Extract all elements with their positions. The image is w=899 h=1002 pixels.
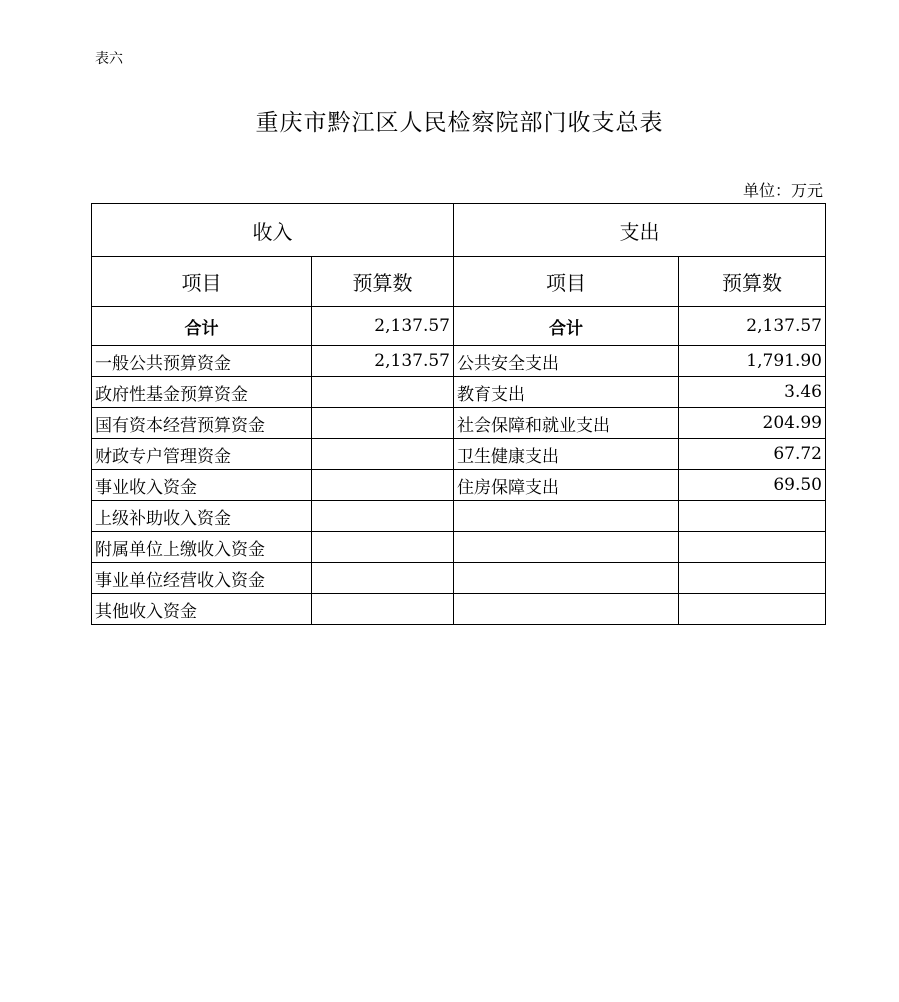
expense-item-value: 1,791.90 [679,346,826,377]
income-item-label: 其他收入资金 [92,594,312,625]
expense-item-value [679,532,826,563]
income-total-value: 2,137.57 [312,307,454,346]
income-item-value [312,563,454,594]
expense-total-label: 合计 [454,307,679,346]
expense-item-label: 公共安全支出 [454,346,679,377]
income-item-label: 上级补助收入资金 [92,501,312,532]
expense-item-value [679,594,826,625]
income-item-label: 事业收入资金 [92,470,312,501]
table-row [92,532,826,563]
income-item-value [312,470,454,501]
expense-item-value: 3.46 [679,377,826,408]
expense-item-label: 教育支出 [454,377,679,408]
income-item-label: 事业单位经营收入资金 [92,563,312,594]
expense-item-value [679,563,826,594]
income-item-value [312,377,454,408]
income-item-value [312,439,454,470]
budget-summary-table [91,203,826,625]
income-total-label: 合计 [92,307,312,346]
income-item-value [312,532,454,563]
expense-item-label [454,501,679,532]
expense-item-label: 住房保障支出 [454,470,679,501]
expense-item-label: 卫生健康支出 [454,439,679,470]
expense-total-value: 2,137.57 [679,307,826,346]
expense-item-label: 社会保障和就业支出 [454,408,679,439]
expense-item-label [454,594,679,625]
table-row [92,563,826,594]
expense-item-label [454,532,679,563]
income-item-value [312,408,454,439]
income-item-value: 2,137.57 [312,346,454,377]
expense-item-value: 69.50 [679,470,826,501]
section-header-row [92,204,826,257]
table-row [92,501,826,532]
expense-item-column-header: 项目 [454,257,679,307]
unit-label: 单位：万元 [742,181,823,200]
table-row [92,408,826,439]
section-income-header: 收入 [92,204,454,257]
income-item-label: 财政专户管理资金 [92,439,312,470]
table-row [92,377,826,408]
section-expense-header: 支出 [454,204,826,257]
table-tag: 表六 [95,51,123,67]
table-row [92,594,826,625]
table-row [92,439,826,470]
table-row [92,470,826,501]
income-item-label: 一般公共预算资金 [92,346,312,377]
expense-item-label [454,563,679,594]
expense-item-value [679,501,826,532]
income-item-label: 附属单位上缴收入资金 [92,532,312,563]
expense-budget-column-header: 预算数 [679,257,826,307]
column-header-row [92,257,826,307]
table-row [92,346,826,377]
page-title: 重庆市黔江区人民检察院部门收支总表 [255,110,664,136]
income-item-value [312,594,454,625]
income-budget-column-header: 预算数 [312,257,454,307]
income-item-label: 国有资本经营预算资金 [92,408,312,439]
income-item-column-header: 项目 [92,257,312,307]
expense-item-value: 67.72 [679,439,826,470]
table-body [92,204,826,625]
income-item-label: 政府性基金预算资金 [92,377,312,408]
income-item-value [312,501,454,532]
expense-item-value: 204.99 [679,408,826,439]
total-row [92,307,826,346]
